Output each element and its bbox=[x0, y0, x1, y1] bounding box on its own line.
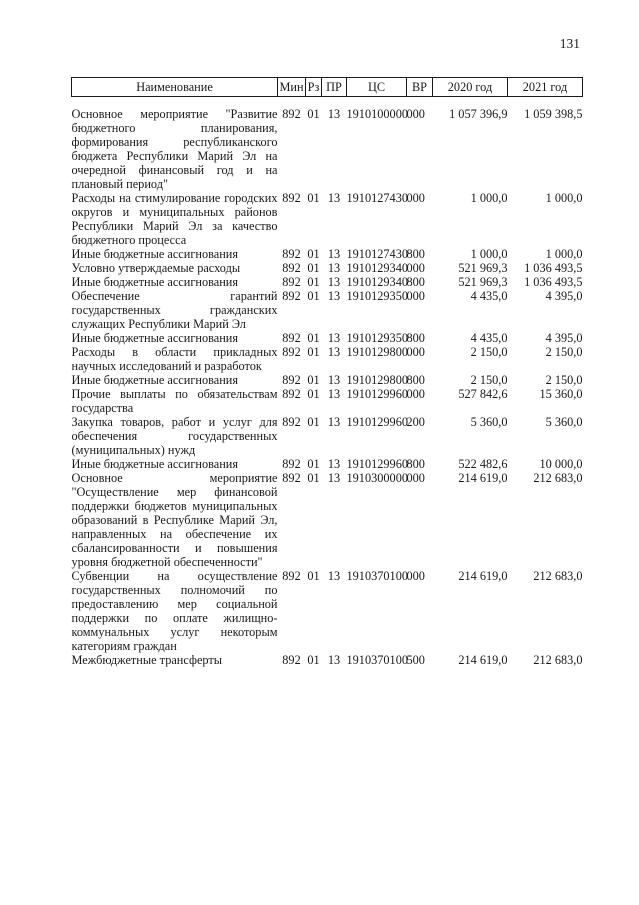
budget-table bbox=[71, 77, 583, 667]
rz-cell: 01 bbox=[307, 107, 320, 121]
pr-cell: 13 bbox=[327, 331, 341, 345]
name-cell: Иные бюджетные ассигнования bbox=[71, 247, 239, 261]
vr-cell: 000 bbox=[406, 471, 425, 485]
rz-cell: 01 bbox=[307, 345, 320, 359]
vr-cell: 000 bbox=[406, 191, 425, 205]
amount-2020-cell: 522 482,6 bbox=[458, 457, 508, 471]
cs-cell: 1910129800 bbox=[346, 373, 408, 387]
amount-2021-cell: 2 150,0 bbox=[545, 373, 583, 387]
table-row bbox=[72, 275, 583, 289]
rz-cell: 01 bbox=[307, 247, 320, 261]
amount-2020-cell: 2 150,0 bbox=[470, 345, 508, 359]
header-cs: ЦС bbox=[347, 78, 407, 97]
pr-cell: 13 bbox=[327, 107, 341, 121]
table-row bbox=[72, 247, 583, 261]
table-row bbox=[72, 373, 583, 387]
cs-cell: 1910129960 bbox=[346, 387, 408, 401]
cs-cell: 1910129350 bbox=[346, 331, 408, 345]
amount-2021-cell: 1 059 398,5 bbox=[524, 107, 583, 121]
name-cell: Закупка товаров, работ и услуг для обеспечения государственных (муниципальных) нужд bbox=[71, 415, 278, 457]
min-cell: 892 bbox=[282, 457, 301, 471]
cs-cell: 1910127430 bbox=[346, 247, 408, 261]
table-row bbox=[72, 191, 583, 247]
table-row bbox=[72, 471, 583, 569]
cs-cell: 1910129350 bbox=[346, 289, 408, 303]
pr-cell: 13 bbox=[327, 653, 341, 667]
vr-cell: 800 bbox=[406, 373, 425, 387]
amount-2020-cell: 214 619,0 bbox=[458, 653, 508, 667]
rz-cell: 01 bbox=[307, 653, 320, 667]
cs-cell: 1910127430 bbox=[346, 191, 408, 205]
amount-2021-cell: 15 360,0 bbox=[539, 387, 583, 401]
name-cell: Иные бюджетные ассигнования bbox=[71, 373, 239, 387]
vr-cell: 800 bbox=[406, 331, 425, 345]
name-cell: Субвенции на осуществление государственных полномочий по предоставлению мер социальной поддержки по оплате жилищно-коммунальных услуг некоторым категориям граждан bbox=[71, 569, 278, 653]
amount-2021-cell: 2 150,0 bbox=[545, 345, 583, 359]
amount-2021-cell: 212 683,0 bbox=[533, 653, 583, 667]
min-cell: 892 bbox=[282, 331, 301, 345]
pr-cell: 13 bbox=[327, 275, 341, 289]
amount-2020-cell: 521 969,3 bbox=[458, 275, 508, 289]
vr-cell: 800 bbox=[406, 247, 425, 261]
header-2021: 2021 год bbox=[508, 78, 583, 97]
cs-cell: 1910300000 bbox=[346, 471, 408, 485]
pr-cell: 13 bbox=[327, 191, 341, 205]
pr-cell: 13 bbox=[327, 415, 341, 429]
cs-cell: 1910370100 bbox=[346, 569, 408, 583]
rz-cell: 01 bbox=[307, 457, 320, 471]
min-cell: 892 bbox=[282, 373, 301, 387]
amount-2021-cell: 1 036 493,5 bbox=[524, 275, 583, 289]
amount-2020-cell: 4 435,0 bbox=[470, 289, 508, 303]
amount-2021-cell: 1 036 493,5 bbox=[524, 261, 583, 275]
min-cell: 892 bbox=[282, 107, 301, 121]
name-cell: Обеспечение гарантий государственных гражданских служащих Республики Марий Эл bbox=[71, 289, 278, 331]
amount-2020-cell: 214 619,0 bbox=[458, 569, 508, 583]
page-number: 131 bbox=[559, 36, 580, 51]
pr-cell: 13 bbox=[327, 387, 341, 401]
rz-cell: 01 bbox=[307, 415, 320, 429]
amount-2021-cell: 1 000,0 bbox=[545, 247, 583, 261]
cs-cell: 1910370100 bbox=[346, 653, 408, 667]
min-cell: 892 bbox=[282, 261, 301, 275]
amount-2020-cell: 1 057 396,9 bbox=[449, 107, 508, 121]
min-cell: 892 bbox=[282, 653, 301, 667]
header-pr: ПР bbox=[322, 78, 347, 97]
pr-cell: 13 bbox=[327, 261, 341, 275]
cs-cell: 1910129340 bbox=[346, 275, 408, 289]
amount-2020-cell: 214 619,0 bbox=[458, 471, 508, 485]
vr-cell: 200 bbox=[406, 415, 425, 429]
name-cell: Основное мероприятие "Осуществление мер финансовой поддержки бюджетов муниципальных образований в Республике Марий Эл, направленных на обеспечение их сбалансированности и повышения уровня бюджетной обеспеченности" bbox=[71, 471, 278, 569]
min-cell: 892 bbox=[282, 275, 301, 289]
table-row bbox=[72, 415, 583, 457]
amount-2020-cell: 527 842,6 bbox=[458, 387, 508, 401]
vr-cell: 000 bbox=[406, 107, 425, 121]
min-cell: 892 bbox=[282, 247, 301, 261]
name-cell: Основное мероприятие "Развитие бюджетного планирования, формирования республиканского бюджета Республики Марий Эл на очередной финансовый год и на плановый период" bbox=[71, 107, 278, 191]
cs-cell: 1910129800 bbox=[346, 345, 408, 359]
name-cell: Иные бюджетные ассигнования bbox=[71, 457, 239, 471]
header-vr: ВР bbox=[407, 78, 433, 97]
pr-cell: 13 bbox=[327, 471, 341, 485]
vr-cell: 800 bbox=[406, 457, 425, 471]
pr-cell: 13 bbox=[327, 373, 341, 387]
name-cell: Межбюджетные трансферты bbox=[71, 653, 223, 667]
table-row bbox=[72, 261, 583, 275]
cs-cell: 1910129340 bbox=[346, 261, 408, 275]
header-2020: 2020 год bbox=[433, 78, 508, 97]
cs-cell: 1910100000 bbox=[346, 107, 408, 121]
vr-cell: 000 bbox=[406, 569, 425, 583]
table-row bbox=[72, 569, 583, 653]
rz-cell: 01 bbox=[307, 261, 320, 275]
table-row bbox=[72, 653, 583, 667]
pr-cell: 13 bbox=[327, 457, 341, 471]
cs-cell: 1910129960 bbox=[346, 457, 408, 471]
amount-2021-cell: 1 000,0 bbox=[545, 191, 583, 205]
table-row bbox=[72, 331, 583, 345]
amount-2021-cell: 212 683,0 bbox=[533, 569, 583, 583]
rz-cell: 01 bbox=[307, 191, 320, 205]
name-cell: Расходы в области прикладных научных исследований и разработок bbox=[71, 345, 278, 373]
rz-cell: 01 bbox=[307, 275, 320, 289]
vr-cell: 500 bbox=[406, 653, 425, 667]
name-cell: Расходы на стимулирование городских округов и муниципальных районов Республики Марий Эл за качество бюджетного процесса bbox=[71, 191, 278, 247]
pr-cell: 13 bbox=[327, 289, 341, 303]
amount-2020-cell: 1 000,0 bbox=[470, 191, 508, 205]
amount-2020-cell: 2 150,0 bbox=[470, 373, 508, 387]
vr-cell: 000 bbox=[406, 345, 425, 359]
rz-cell: 01 bbox=[307, 387, 320, 401]
table-row bbox=[72, 97, 583, 192]
header-name: Наименование bbox=[72, 78, 278, 97]
pr-cell: 13 bbox=[327, 345, 341, 359]
amount-2020-cell: 1 000,0 bbox=[470, 247, 508, 261]
min-cell: 892 bbox=[282, 471, 301, 485]
table-row bbox=[72, 457, 583, 471]
min-cell: 892 bbox=[282, 387, 301, 401]
table-row bbox=[72, 345, 583, 373]
vr-cell: 000 bbox=[406, 261, 425, 275]
header-rz: Рз bbox=[306, 78, 322, 97]
amount-2020-cell: 5 360,0 bbox=[470, 415, 508, 429]
min-cell: 892 bbox=[282, 289, 301, 303]
table-row bbox=[72, 289, 583, 331]
cs-cell: 1910129960 bbox=[346, 415, 408, 429]
vr-cell: 000 bbox=[406, 387, 425, 401]
table-body bbox=[72, 97, 583, 668]
amount-2021-cell: 4 395,0 bbox=[545, 331, 583, 345]
pr-cell: 13 bbox=[327, 247, 341, 261]
rz-cell: 01 bbox=[307, 569, 320, 583]
table-header-row bbox=[72, 78, 583, 97]
amount-2020-cell: 521 969,3 bbox=[458, 261, 508, 275]
vr-cell: 800 bbox=[406, 275, 425, 289]
table-row bbox=[72, 387, 583, 415]
amount-2021-cell: 212 683,0 bbox=[533, 471, 583, 485]
rz-cell: 01 bbox=[307, 331, 320, 345]
rz-cell: 01 bbox=[307, 289, 320, 303]
name-cell: Иные бюджетные ассигнования bbox=[71, 275, 239, 289]
pr-cell: 13 bbox=[327, 569, 341, 583]
min-cell: 892 bbox=[282, 345, 301, 359]
header-min: Мин bbox=[278, 78, 306, 97]
amount-2021-cell: 4 395,0 bbox=[545, 289, 583, 303]
rz-cell: 01 bbox=[307, 471, 320, 485]
amount-2021-cell: 5 360,0 bbox=[545, 415, 583, 429]
amount-2020-cell: 4 435,0 bbox=[470, 331, 508, 345]
min-cell: 892 bbox=[282, 415, 301, 429]
min-cell: 892 bbox=[282, 569, 301, 583]
amount-2021-cell: 10 000,0 bbox=[539, 457, 583, 471]
name-cell: Иные бюджетные ассигнования bbox=[71, 331, 239, 345]
name-cell: Прочие выплаты по обязательствам государства bbox=[71, 387, 278, 415]
name-cell: Условно утверждаемые расходы bbox=[71, 261, 241, 275]
min-cell: 892 bbox=[282, 191, 301, 205]
rz-cell: 01 bbox=[307, 373, 320, 387]
vr-cell: 000 bbox=[406, 289, 425, 303]
